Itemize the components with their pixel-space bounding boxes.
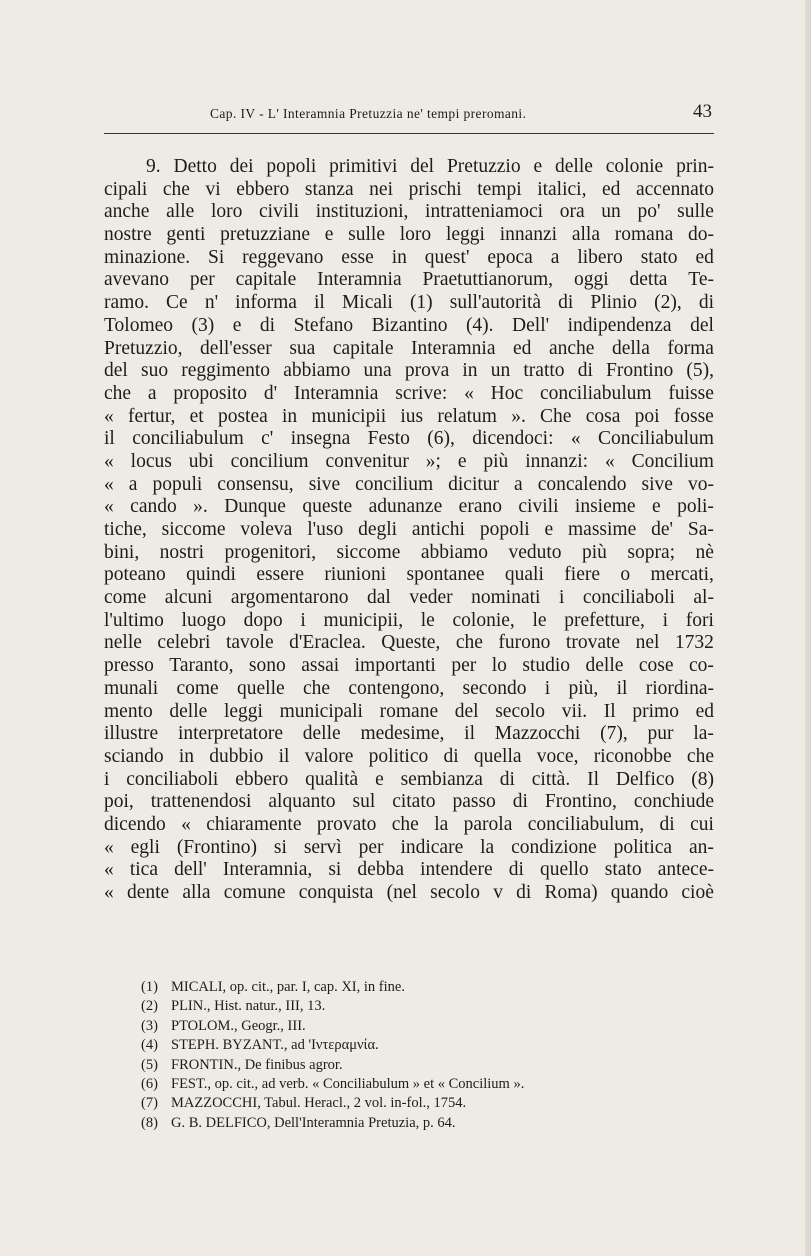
text-line: « dente alla comune conquista (nel secolo v di Roma) quando cioè	[104, 882, 714, 903]
text-line: nostre genti pretuzziane e sulle loro leggi innanzi alla romana do-	[104, 224, 714, 246]
footnote-text: G. B. DELFICO, Dell'Interamnia Pretuzia, p. 64.	[171, 1114, 456, 1131]
footnote-text: FEST., op. cit., ad verb. « Conciliabulum » et « Concilium ».	[171, 1075, 525, 1092]
footnote-number: (2)	[141, 998, 158, 1015]
text-line: munali come quelle che contengono, secondo i più, il riordina-	[104, 677, 714, 699]
footnote	[141, 1114, 701, 1133]
text-line: illustre interpretatore delle medesime, il Mazzocchi (7), pur la-	[104, 723, 714, 745]
text-line: anche alle loro civili instituzioni, intratteniamoci ora un po' sulle	[104, 201, 714, 223]
text-line: « egli (Frontino) si servì per indicare la condizione politica an-	[104, 836, 714, 858]
text-line: i conciliaboli ebbero qualità e sembianza di città. Il Delfico (8)	[104, 768, 714, 790]
page-edge-shadow	[805, 0, 811, 1256]
text-line: come alcuni argomentarono dal veder nominati i conciliaboli al-	[104, 587, 714, 609]
footnote-number: (7)	[141, 1095, 158, 1112]
body-paragraph	[104, 156, 714, 905]
running-head: Cap. IV - L' Interamnia Pretuzzia ne' tempi preromani.	[210, 106, 527, 121]
text-line: il conciliabulum c' insegna Festo (6), dicendoci: « Conciliabulum	[104, 428, 714, 450]
text-line: del suo reggimento abbiamo una prova in un tratto di Frontino (5),	[104, 360, 714, 382]
footnote-text: STEPH. BYZANT., ad 'Ιντεραμνία.	[171, 1037, 379, 1054]
text-line: « tica dell' Interamnia, si debba intendere di quello stato antece-	[104, 859, 714, 881]
text-line: l'ultimo luogo dopo i municipii, le colonie, le prefetture, i fori	[104, 609, 714, 631]
header-rule	[104, 133, 714, 134]
footnote	[141, 978, 701, 997]
footnote	[141, 997, 701, 1016]
text-line: Pretuzzio, dell'esser sua capitale Interamnia ed anche della forma	[104, 337, 714, 359]
footnote	[141, 1036, 701, 1055]
footnote-number: (3)	[141, 1017, 158, 1034]
footnote-number: (5)	[141, 1056, 158, 1073]
footnote-number: (4)	[141, 1037, 158, 1054]
text-line: « a populi consensu, sive concilium dicitur a concalendo sive vo-	[104, 473, 714, 495]
footnote-text: PTOLOM., Geogr., III.	[171, 1017, 306, 1034]
text-line: tiche, siccome voleva l'uso degli antichi popoli e massime de' Sa-	[104, 519, 714, 540]
text-line: che a proposito d' Interamnia scrive: « Hoc conciliabulum fuisse	[104, 382, 714, 404]
text-line: « fertur, et postea in municipii ius relatum ». Che cosa poi fosse	[104, 405, 714, 427]
footnote	[141, 1075, 701, 1094]
text-line: ramo. Ce n' informa il Micali (1) sull'autorità di Plinio (2), di	[104, 292, 714, 314]
footnote-number: (6)	[141, 1075, 158, 1092]
footnote	[141, 1094, 701, 1113]
text-line: bini, nostri progenitori, siccome abbiamo veduto più sopra; nè	[104, 541, 714, 563]
footnote-text: FRONTIN., De finibus agror.	[171, 1056, 343, 1073]
footnote-number: (8)	[141, 1114, 158, 1131]
footnote-number: (1)	[141, 979, 158, 995]
footnote-text: PLIN., Hist. natur., III, 13.	[171, 998, 326, 1015]
text-line: minazione. Si reggevano esse in quest' epoca a libero stato ed	[104, 246, 714, 268]
page-number: 43	[693, 101, 712, 122]
text-line: mento delle leggi municipali romane del secolo vii. Il primo ed	[104, 700, 714, 722]
footnotes	[141, 978, 701, 1133]
footnote-text: MICALI, op. cit., par. I, cap. XI, in fine.	[171, 979, 405, 995]
text-line: poi, trattenendosi alquanto sul citato passo di Frontino, conchiude	[104, 791, 714, 813]
text-line: dicendo « chiaramente provato che la parola conciliabulum, di cui	[104, 813, 714, 835]
text-line: nelle celebri tavole d'Eraclea. Queste, che furono trovate nel 1732	[104, 632, 714, 654]
text-line: presso Taranto, sono assai importanti per lo studio delle cose co-	[104, 655, 714, 677]
text-line: poteano quindi essere riunioni spontanee quali fiere o mercati,	[104, 564, 714, 586]
footnote-text: MAZZOCCHI, Tabul. Heracl., 2 vol. in-fol., 1754.	[171, 1095, 467, 1112]
text-line: 9. Detto dei popoli primitivi del Pretuzzio e delle colonie prin-	[146, 156, 714, 177]
text-line: Tolomeo (3) e di Stefano Bizantino (4). Dell' indipendenza del	[104, 314, 714, 336]
footnote	[141, 1056, 701, 1075]
page-header	[104, 98, 714, 134]
text-line: cipali che vi ebbero stanza nei prischi tempi italici, ed accennato	[104, 178, 714, 200]
text-line: avevano per capitale Interamnia Praetuttianorum, oggi detta Te-	[104, 269, 714, 291]
text-line: « locus ubi concilium convenitur »; e più innanzi: « Concilium	[104, 450, 714, 472]
text-line: « cando ». Dunque queste adunanze erano civili insieme e poli-	[104, 496, 714, 518]
text-line: sciando in dubbio il valore politico di quella voce, riconobbe che	[104, 745, 714, 767]
footnote	[141, 1017, 701, 1036]
